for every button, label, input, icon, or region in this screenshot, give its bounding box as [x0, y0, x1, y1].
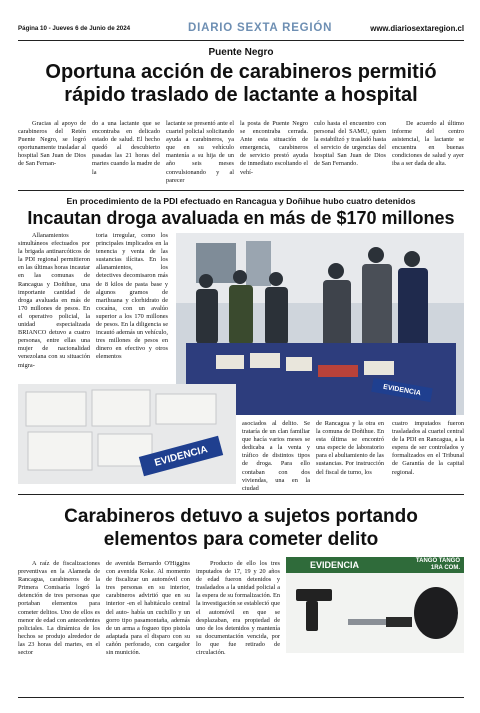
- article3-col1: A raíz de fiscalizaciones preventivas en la Alameda de Rancagua, carabineros de la Primera Comisaría logró la detención de tres personas que portaban elementos para cometer delitos. Uno de ellos es menor de edad con antecedentes policiales. La dinámica de los hechos se produjo alrededor de las 23 horas del martes, en el sector: [18, 560, 100, 657]
- article2-col1: Allanamientos simultáneos efectuados por la brigada antinarcóticos de la PDI regional permitieron en las últimas horas incautar en las comunas de Rancagua y Doñihue, una importante cantidad de droga avaluada en más de 170 millones de pesos. En el operativo policial, la unidad especializada BRIANCO detuvo a cuatro personas, entre ellas una mujer de nacionalidad venezolana con su situación migra-: [18, 232, 90, 369]
- evidence-sign-2: EVIDENCIA: [139, 436, 223, 477]
- masthead: DIARIO SEXTA REGIÓN: [188, 22, 333, 34]
- article2-kicker: En procedimiento de la PDI efectuado en Rancagua y Doñihue hubo cuatro detenidos: [66, 196, 416, 206]
- article1-rule: [18, 190, 464, 191]
- article2-headline: Incautan droga avaluada en más de $170 millones: [27, 208, 455, 228]
- page-header: [18, 22, 464, 40]
- article2-col3: asociados al delito. Se trataría de un clan familiar que hacía varios meses se dedicaba a la venta y tráfico de distintos tipos de droga. Para ello contaban con dos viviendas, una en la ciudad: [242, 420, 310, 492]
- article3-headline-line2: elementos para cometer delito: [103, 529, 379, 550]
- article1-col2: do a una lactante que se encontraba en delicado estado de salud. El hecho quedó al descubierto pasadas las 21 horas del martes cuando la madre de la: [92, 120, 160, 176]
- article1-col3: lactante se presentó ante el cuartel policial solicitando ayuda a carabineros, ya que en su vehículo mantenía a su hija de un año seis meses convulsionando y al parecer: [166, 120, 234, 184]
- article2-rule: [18, 494, 464, 495]
- article1-headline-line1: Oportuna acción de carabineros permitió: [45, 61, 437, 83]
- article1-headline: [18, 61, 464, 107]
- article3-headline-line1: Carabineros detuvo a sujetos portando: [64, 506, 418, 527]
- article3-col3: Producto de ello los tres imputados de 17, 19 y 20 años de edad fueron detenidos y trasladados a la unidad policial a la espera de su formalización. En la investigación se estableció que el automóvil en que se desplazaban, era propiedad de uno de los detenidos y mantenía su documentación vencida, por lo que fue retirado de circulación.: [196, 560, 280, 657]
- article3-photo-evidence: [286, 557, 464, 653]
- weapons-illustration: [286, 573, 464, 653]
- article1-col6: De acuerdo al último informe del centro asistencial, la lactante se encuentra en buenas condiciones de salud y ayer iba a ser dada de alta.: [392, 120, 464, 168]
- footer-rule: [18, 697, 464, 698]
- unit-label: TANGO TANGO 1RA COM.: [415, 558, 460, 571]
- website-link[interactable]: www.diariosextaregion.cl: [370, 24, 464, 33]
- drug-packages-illustration: [18, 384, 236, 484]
- article2-photo-evidence: [18, 384, 236, 484]
- evidence-sign-1: EVIDENCIA: [371, 378, 433, 402]
- header-rule: [18, 40, 464, 41]
- article1-col5: culo hasta el encuentro con personal del SAMU, quien la estabilizó y trasladó hasta el servicio de urgencias del hospital San Juan de Dios de San Fernando.: [314, 120, 386, 168]
- page-number-date: Página 10 - Jueves 6 de Junio de 2024: [18, 25, 131, 32]
- article1-col4: la posta de Puente Negro se encontraba cerrada. Ante esta situación de emergencia, carabineros de servicio prestó ayuda de inmediato escoltando el vehí-: [240, 120, 308, 176]
- evidence-banner-label: EVIDENCIA: [310, 560, 360, 570]
- article1-headline-line2: rápido traslado de lactante a hospital: [64, 84, 418, 106]
- article1-kicker: Puente Negro: [208, 47, 274, 58]
- article2-col2: toria irregular, como los principales implicados en la tenencia y venta de las sustancias ilícitas. En los allanamientos, los detectives decomisaron más de 8 kilos de pasta base y algunos gramos de marihuana y clorhidrato de cocaína, con un avalúo superior a los 170 millones de pesos. En la diligencia se incautó además un vehículo, tres millones de pesos en dinero en efectivo y otros elementos: [96, 232, 168, 361]
- article1-col1: Gracias al apoyo de carabineros del Retén Puente Negro, se logró oportunamente trasladar al hospital San Juan de Dios de San Fernan-: [18, 120, 86, 168]
- article3-col2: de avenida Bernardo O'Higgins con avenida Koke. Al momento de fiscalizar un automóvil con tres personas en su interior, carabineros advirtió que en su interior -en el habitáculo central del auto- había un cuchillo y un gorro tipo pasamontaña, además de un arma a fogueo tipo pistola adaptada para el disparo con su cañón perforado, con cargador sin munición.: [106, 560, 190, 657]
- article3-headline: [18, 505, 464, 551]
- article2-col4: de Rancagua y la otra en la comuna de Doñihue. En esta última se encontró una especie de laboratorio para el abultamiento de las sustancias. Por instrucción del fiscal de turno, los: [316, 420, 384, 476]
- article2-col5: cuatro imputados fueron trasladados al cuartel central de la PDI en Rancagua, a la espera de ser controlados y formalizados en el Tribunal de Garantía de la capital regional.: [392, 420, 464, 476]
